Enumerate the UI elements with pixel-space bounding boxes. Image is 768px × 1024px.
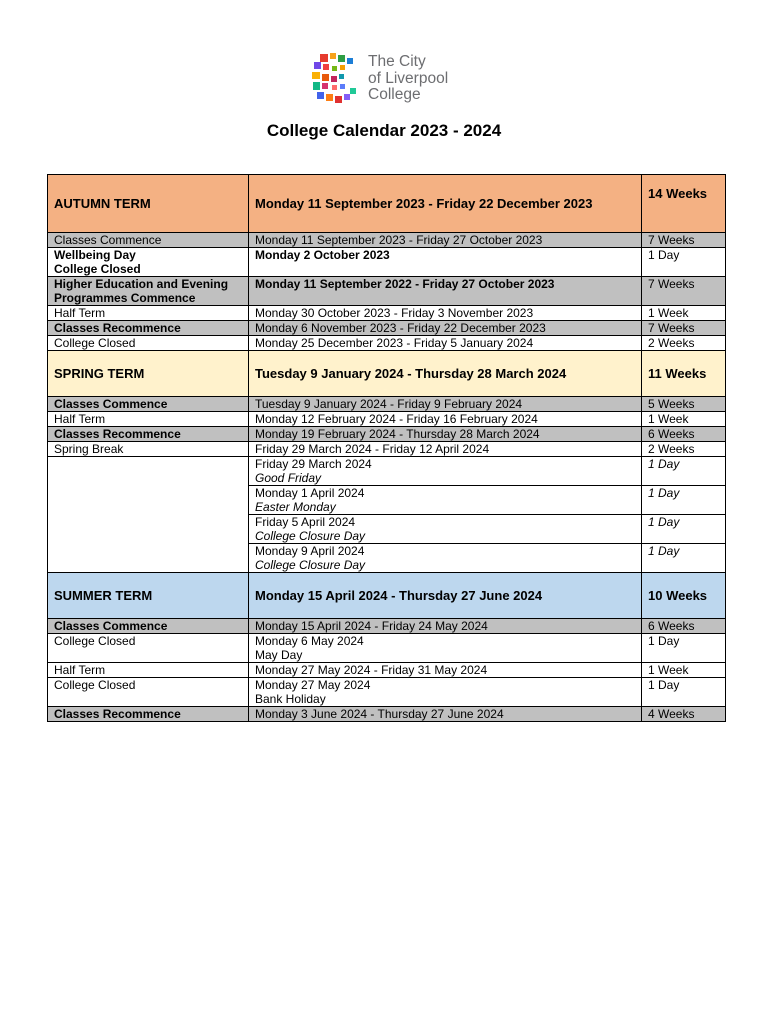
spring-term-row xyxy=(48,351,726,397)
table-row: College Closed Monday 6 May 2024 May Day 1 Day xyxy=(48,634,726,663)
term-weeks: 14 Weeks xyxy=(642,175,726,233)
table-row: Classes Commence Monday 15 April 2024 - Friday 24 May 2024 6 Weeks xyxy=(48,619,726,634)
table-row: Wellbeing Day College Closed Monday 2 October 2023 1 Day xyxy=(48,248,726,277)
table-row: Half Term Monday 30 October 2023 - Friday 3 November 2023 1 Week xyxy=(48,306,726,321)
autumn-term-row xyxy=(48,175,726,233)
table-row: Friday 29 March 2024 Good Friday 1 Day xyxy=(48,457,726,486)
table-row: Classes Recommence Monday 19 February 2024 - Thursday 28 March 2024 6 Weeks xyxy=(48,427,726,442)
term-dates: Monday 11 September 2023 - Friday 22 December 2023 xyxy=(249,175,642,233)
table-row: Half Term Monday 27 May 2024 - Friday 31 May 2024 1 Week xyxy=(48,663,726,678)
table-row: Higher Education and Evening Programmes Commence Monday 11 September 2022 - Friday 27 October 2023 7 Weeks xyxy=(48,277,726,306)
term-dates: Tuesday 9 January 2024 - Thursday 28 March 2024 xyxy=(249,351,642,397)
table-row: Classes Recommence Monday 3 June 2024 - Thursday 27 June 2024 4 Weeks xyxy=(48,707,726,722)
term-name: SPRING TERM xyxy=(48,351,249,397)
table-row: Friday 5 April 2024 College Closure Day 1 Day xyxy=(48,515,726,544)
table-row: Half Term Monday 12 February 2024 - Friday 16 February 2024 1 Week xyxy=(48,412,726,427)
term-dates: Monday 15 April 2024 - Thursday 27 June 2024 xyxy=(249,573,642,619)
table-row: Classes Commence Tuesday 9 January 2024 - Friday 9 February 2024 5 Weeks xyxy=(48,397,726,412)
table-row: Monday 9 April 2024 College Closure Day 1 Day xyxy=(48,544,726,573)
table-row: Monday 1 April 2024 Easter Monday 1 Day xyxy=(48,486,726,515)
logo-mark-icon xyxy=(310,52,366,108)
table-row: Classes Recommence Monday 6 November 2023 - Friday 22 December 2023 7 Weeks xyxy=(48,321,726,336)
college-logo xyxy=(310,52,470,108)
table-row: College Closed Monday 25 December 2023 - Friday 5 January 2024 2 Weeks xyxy=(48,336,726,351)
table-row: Spring Break Friday 29 March 2024 - Friday 12 April 2024 2 Weeks xyxy=(48,442,726,457)
logo-text: The City of Liverpool College xyxy=(368,53,449,103)
term-name: SUMMER TERM xyxy=(48,573,249,619)
term-weeks: 11 Weeks xyxy=(642,351,726,397)
calendar-table xyxy=(47,174,726,722)
term-name: AUTUMN TERM xyxy=(48,175,249,233)
summer-term-row xyxy=(48,573,726,619)
table-row: College Closed Monday 27 May 2024 Bank Holiday 1 Day xyxy=(48,678,726,707)
page-title: College Calendar 2023 - 2024 xyxy=(266,121,502,140)
table-row: Classes Commence Monday 11 September 2023 - Friday 27 October 2023 7 Weeks xyxy=(48,233,726,248)
term-weeks: 10 Weeks xyxy=(642,573,726,619)
